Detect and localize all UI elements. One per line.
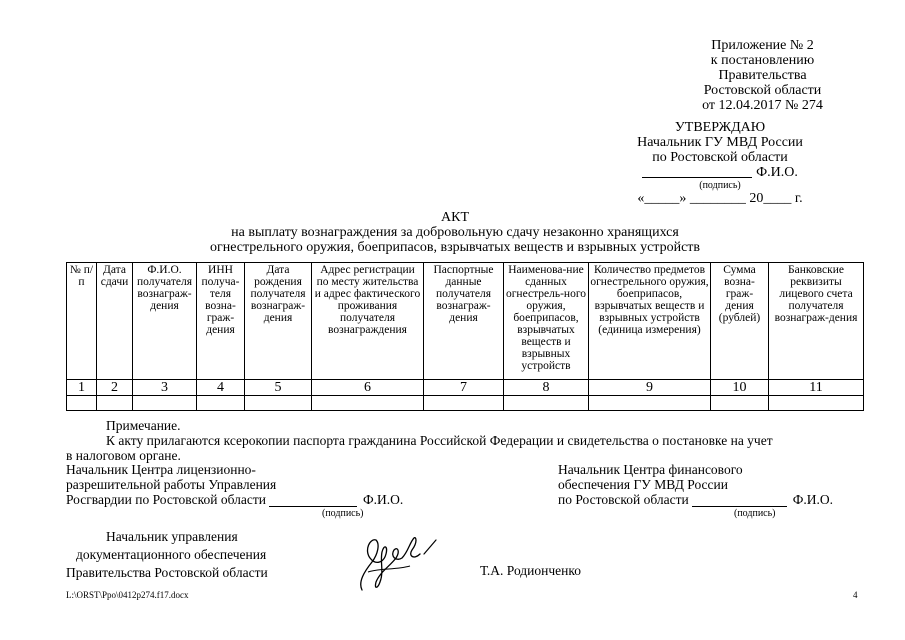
approval-date: «_____» ________ 20____ г. bbox=[637, 191, 803, 206]
column-number: 7 bbox=[424, 380, 504, 396]
document-subtitle: огнестрельного оружия, боеприпасов, взрывчатых веществ и взрывных устройств bbox=[209, 240, 701, 255]
footer-file-path: L:\ORST\Ppo\0412p274.f17.docx bbox=[66, 590, 189, 600]
approval-signature-line bbox=[600, 165, 840, 180]
table-cell bbox=[97, 396, 133, 411]
table-row bbox=[67, 396, 864, 411]
head-title: Правительства Ростовской области bbox=[66, 565, 268, 580]
signature-underline bbox=[642, 165, 752, 178]
head-title: Начальник управления bbox=[106, 529, 238, 544]
approval-line: по Ростовской области bbox=[652, 150, 788, 165]
signatory-fio: Ф.И.О. bbox=[792, 492, 834, 507]
appendix-line: от 12.04.2017 № 274 bbox=[702, 98, 823, 113]
column-header: Адрес регистрации по месту жительства и адрес фактического проживания получателя вознаграждения bbox=[312, 263, 424, 380]
signatory-title: обеспечения ГУ МВД России bbox=[558, 477, 728, 492]
column-header: № п/п bbox=[67, 263, 97, 380]
page-number: 4 bbox=[853, 590, 858, 600]
document-title-block bbox=[190, 210, 720, 255]
table-header-row bbox=[67, 263, 864, 380]
column-number: 11 bbox=[769, 380, 864, 396]
head-signatory-block bbox=[66, 528, 366, 582]
signatory-title: Росгвардии по Ростовской области bbox=[66, 492, 266, 507]
column-number: 5 bbox=[245, 380, 312, 396]
column-number: 4 bbox=[197, 380, 245, 396]
table-number-row bbox=[67, 380, 864, 396]
notes-block bbox=[66, 418, 866, 463]
table-cell bbox=[589, 396, 711, 411]
signature-underline bbox=[269, 494, 357, 507]
approval-title: УТВЕРЖДАЮ bbox=[674, 120, 766, 135]
column-header: Ф.И.О. получателя вознаграж-дения bbox=[133, 263, 197, 380]
signatory-title: Начальник Центра лицензионно- bbox=[66, 462, 256, 477]
signature-caption: (подпись) bbox=[322, 508, 364, 519]
column-number: 10 bbox=[711, 380, 769, 396]
head-title: документационного обеспечения bbox=[76, 547, 267, 562]
signature-row bbox=[558, 492, 878, 507]
document-subtitle: на выплату вознаграждения за добровольную сдачу незаконно хранящихся bbox=[231, 225, 679, 240]
signatory-title: по Ростовской области bbox=[558, 492, 689, 507]
column-header: Наименова-ние сданных огнестрель-ного оружия, боеприпасов, взрывчатых веществ и взрывных устройств bbox=[504, 263, 589, 380]
column-header: Количество предметов огнестрельного оружия, боеприпасов, взрывчатых веществ и взрывных устройств (единица измерения) bbox=[589, 263, 711, 380]
column-header: Дата сдачи bbox=[97, 263, 133, 380]
signature-underline bbox=[692, 494, 787, 507]
column-number: 3 bbox=[133, 380, 197, 396]
signatory-title: Начальник Центра финансового bbox=[558, 462, 743, 477]
notes-heading: Примечание. bbox=[106, 418, 181, 433]
table-cell bbox=[424, 396, 504, 411]
column-number: 1 bbox=[67, 380, 97, 396]
document-title: АКТ bbox=[441, 210, 469, 225]
signature-row bbox=[66, 492, 486, 507]
column-number: 2 bbox=[97, 380, 133, 396]
approval-block bbox=[600, 120, 840, 206]
table-cell bbox=[711, 396, 769, 411]
signature-caption: (подпись) bbox=[734, 508, 776, 519]
signature-left-block bbox=[66, 462, 486, 519]
column-number: 9 bbox=[589, 380, 711, 396]
signature-right-block bbox=[558, 462, 878, 519]
signatory-fio: Ф.И.О. bbox=[362, 492, 404, 507]
appendix-block bbox=[640, 38, 885, 113]
table-cell bbox=[245, 396, 312, 411]
column-header: Банковские реквизиты лицевого счета получателя вознаграж-дения bbox=[769, 263, 864, 380]
column-number: 6 bbox=[312, 380, 424, 396]
table-cell bbox=[133, 396, 197, 411]
table-cell bbox=[197, 396, 245, 411]
appendix-line: Приложение № 2 bbox=[711, 38, 814, 53]
column-number: 8 bbox=[504, 380, 589, 396]
appendix-line: Правительства bbox=[718, 68, 807, 83]
table-cell bbox=[504, 396, 589, 411]
approval-sign-caption: (подпись) bbox=[699, 180, 741, 191]
notes-text: в налоговом органе. bbox=[66, 448, 181, 463]
approval-line: Начальник ГУ МВД России bbox=[637, 135, 803, 150]
table-cell bbox=[769, 396, 864, 411]
act-table bbox=[66, 262, 864, 411]
handwritten-signature bbox=[340, 532, 450, 594]
table-cell bbox=[312, 396, 424, 411]
signatory-title: разрешительной работы Управления bbox=[66, 477, 277, 492]
column-header: Паспортные данные получателя вознаграж-дения bbox=[424, 263, 504, 380]
column-header: ИНН получа-теля возна-граж-дения bbox=[197, 263, 245, 380]
column-header: Дата рождения получателя вознаграж-дения bbox=[245, 263, 312, 380]
appendix-line: Ростовской области bbox=[703, 83, 822, 98]
notes-text: К акту прилагаются ксерокопии паспорта гражданина Российской Федерации и свидетельства о постановке на учет bbox=[106, 433, 773, 448]
approval-fio: Ф.И.О. bbox=[756, 165, 798, 180]
appendix-line: к постановлению bbox=[710, 53, 815, 68]
column-header: Сумма возна-граж-дения (рублей) bbox=[711, 263, 769, 380]
table-cell bbox=[67, 396, 97, 411]
head-name: Т.А. Родионченко bbox=[480, 563, 581, 578]
